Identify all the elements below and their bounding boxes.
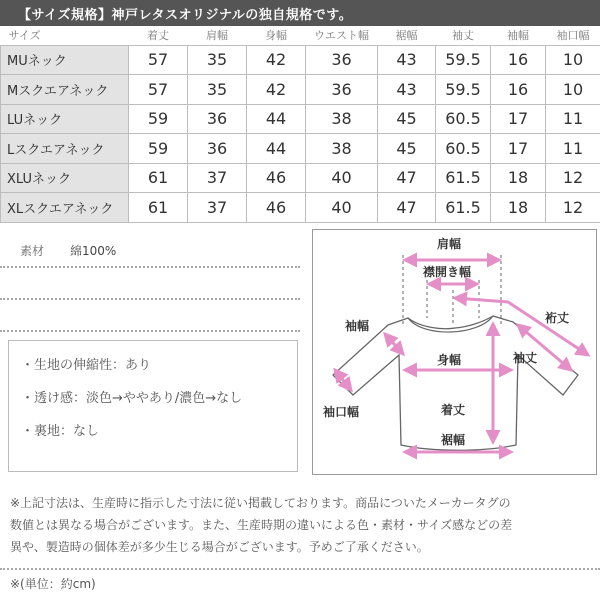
- table-cell: 44: [247, 104, 306, 134]
- blank-row: [0, 268, 300, 300]
- column-header: 着丈: [129, 26, 188, 45]
- table-cell: 61.5: [436, 163, 491, 193]
- table-cell: 61.5: [436, 193, 491, 223]
- table-cell: 10: [546, 75, 600, 105]
- table-cell: 36: [188, 104, 247, 134]
- table-cell: 40: [306, 163, 378, 193]
- garment-illustration: [313, 230, 598, 476]
- material-key: 素材: [20, 244, 45, 258]
- table-cell: 10: [546, 45, 600, 75]
- label-yuki: 裄丈: [545, 311, 570, 325]
- table-cell: 17: [491, 104, 546, 134]
- property-item: ・裏地：なし: [21, 424, 100, 439]
- table-row: [1, 163, 600, 193]
- table-cell: 42: [247, 75, 306, 105]
- table-cell: 47: [378, 193, 436, 223]
- column-header: 肩幅: [188, 26, 247, 45]
- table-cell: 36: [188, 134, 247, 164]
- size-table-header: [1, 26, 600, 45]
- table-cell: 16: [491, 45, 546, 75]
- table-cell: 43: [378, 45, 436, 75]
- table-cell: 40: [306, 193, 378, 223]
- table-cell: 36: [306, 75, 378, 105]
- size-label: Lスクエアネック: [1, 134, 129, 164]
- material-value: 綿100%: [70, 244, 117, 258]
- table-cell: 60.5: [436, 134, 491, 164]
- table-cell: 12: [546, 193, 600, 223]
- table-row: [1, 134, 600, 164]
- table-cell: 47: [378, 163, 436, 193]
- unit-note: ※(単位：約cm): [10, 577, 96, 591]
- table-cell: 59.5: [436, 45, 491, 75]
- table-cell: 45: [378, 104, 436, 134]
- table-cell: 59.5: [436, 75, 491, 105]
- property-item: ・生地の伸縮性：あり: [21, 358, 152, 373]
- material-section: [0, 236, 300, 332]
- table-cell: 18: [491, 193, 546, 223]
- table-cell: 42: [247, 45, 306, 75]
- table-cell: 46: [247, 193, 306, 223]
- table-cell: 57: [129, 75, 188, 105]
- label-sleeve-width: 袖幅: [345, 319, 370, 333]
- column-header: 袖幅: [491, 26, 546, 45]
- table-cell: 59: [129, 104, 188, 134]
- table-cell: 44: [247, 134, 306, 164]
- note-line: 異や、製造時の個体差が多少生じる場合がございます。予めご了承ください。: [10, 540, 429, 554]
- label-neck: 襟開き幅: [423, 265, 472, 279]
- column-header: 袖丈: [436, 26, 491, 45]
- table-cell: 61: [129, 163, 188, 193]
- table-cell: 11: [546, 134, 600, 164]
- label-sleeve-length: 袖丈: [513, 351, 538, 365]
- divider: [0, 568, 600, 570]
- banner-title: 【サイズ規格】神戸レタスオリジナルの独自規格です。: [18, 7, 353, 23]
- disclaimer-notes: [0, 492, 600, 558]
- label-cuff: 袖口幅: [323, 405, 360, 419]
- property-item: ・透け感：淡色→ややあり/濃色→なし: [21, 391, 243, 406]
- blank-row: [0, 300, 300, 332]
- table-cell: 46: [247, 163, 306, 193]
- table-cell: 11: [546, 104, 600, 134]
- table-cell: 35: [188, 75, 247, 105]
- table-row: [1, 193, 600, 223]
- table-cell: 12: [546, 163, 600, 193]
- column-header: 身幅: [247, 26, 306, 45]
- table-cell: 37: [188, 163, 247, 193]
- size-label: Mスクエアネック: [1, 75, 129, 105]
- label-length: 着丈: [441, 403, 466, 417]
- table-cell: 37: [188, 193, 247, 223]
- table-row: [1, 104, 600, 134]
- table-cell: 43: [378, 75, 436, 105]
- fabric-properties-box: [8, 340, 298, 472]
- size-label: XLUネック: [1, 163, 129, 193]
- table-cell: 61: [129, 193, 188, 223]
- label-hem: 裾幅: [441, 433, 466, 447]
- table-cell: 17: [491, 134, 546, 164]
- column-header: 袖口幅: [546, 26, 600, 45]
- table-cell: 38: [306, 134, 378, 164]
- measurement-diagram: [312, 229, 597, 475]
- table-cell: 36: [306, 45, 378, 75]
- size-label: LUネック: [1, 104, 129, 134]
- label-shoulder: 肩幅: [437, 237, 462, 251]
- label-body-width: 身幅: [437, 353, 462, 367]
- note-line: 数値とは異なる場合がございます。また、生産時期の違いによる色・素材・サイズ感などの差: [10, 518, 513, 532]
- size-table: [0, 26, 600, 223]
- size-spec-banner: [0, 0, 600, 26]
- table-cell: 16: [491, 75, 546, 105]
- note-line: ※上記寸法は、生産時に指示した寸法に従い掲載しております。商品についたメーカータグの: [10, 496, 511, 510]
- table-cell: 59: [129, 134, 188, 164]
- table-cell: 60.5: [436, 104, 491, 134]
- table-row: [1, 45, 600, 75]
- tshirt-outline: [333, 316, 578, 450]
- table-cell: 35: [188, 45, 247, 75]
- column-header: 裾幅: [378, 26, 436, 45]
- column-header: ウエスト幅: [306, 26, 378, 45]
- column-header: サイズ: [1, 26, 129, 45]
- table-cell: 38: [306, 104, 378, 134]
- table-row: [1, 75, 600, 105]
- size-label: MUネック: [1, 45, 129, 75]
- table-cell: 18: [491, 163, 546, 193]
- table-cell: 57: [129, 45, 188, 75]
- table-cell: 45: [378, 134, 436, 164]
- material-row: [0, 236, 300, 268]
- size-label: XLスクエアネック: [1, 193, 129, 223]
